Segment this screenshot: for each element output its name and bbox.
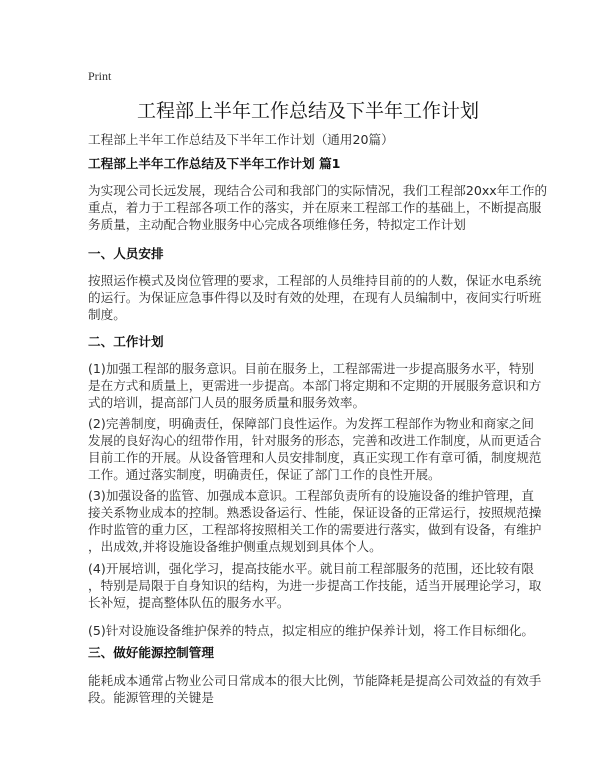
text-line: (5)针对设施设备维护保养的特点，拟定相应的维护保养计划，将工作目标细化。 <box>88 623 535 638</box>
page-title: 工程部上半年工作总结及下半年工作计划 <box>136 100 479 122</box>
intro-paragraph <box>88 182 547 233</box>
section3-paragraph <box>88 672 541 706</box>
text-line: 长补短，提高整体队伍的服务水平。 <box>88 595 290 610</box>
article-heading: 工程部上半年工作总结及下半年工作计划 篇1 <box>88 156 341 171</box>
text-line: (1)加强工程部的服务意识。目前在服务上，工程部需进一步提高服务水平，特别 <box>88 361 535 376</box>
section1-paragraph <box>88 272 541 323</box>
text-line: 接关系物业成本的控制。熟悉设备运行、性能，保证设备的正常运行，按照规范操 <box>88 505 542 520</box>
text-line: 为实现公司长远发展，现结合公司和我部门的实际情况，我们工程部20xx年工作的 <box>88 183 548 198</box>
text-line: 目前工作的开展。从设备管理和人员安排制度，真正实现工作有章可循，制度规范 <box>88 450 542 465</box>
text-line: 制度。 <box>88 307 126 322</box>
text-line: 工作。通过落实制度，明确责任，保证了部门工作的良性开展。 <box>88 467 441 482</box>
section2-item-2 <box>88 415 541 483</box>
section2-heading: 二、工作计划 <box>88 334 164 349</box>
text-line: 务质量，主动配合物业服务中心完成各项维修任务，特拟定工作计划 <box>88 217 466 232</box>
section3-heading: 三、做好能源控制管理 <box>88 645 214 660</box>
section2-item-3 <box>88 487 541 555</box>
text-line: 段。能源管理的关键是 <box>88 690 214 705</box>
text-line: (4)开展培训，强化学习，提高技能水平。就目前工程部服务的范围，还比较有限 <box>88 561 535 576</box>
text-line: ，特别是局限于自身知识的结构，为进一步提高工作技能，适当开展理论学习，取 <box>88 578 542 593</box>
print-link[interactable]: Print <box>88 69 112 83</box>
text-line: 能耗成本通常占物业公司日常成本的很大比例，节能降耗是提高公司效益的有效手 <box>88 673 542 688</box>
text-line: 按照运作模式及岗位管理的要求，工程部的人员维持目前的的人数，保证水电系统 <box>88 273 542 288</box>
section2-item-4 <box>88 560 541 611</box>
subtitle: 工程部上半年工作总结及下半年工作计划（通用20篇） <box>88 132 394 147</box>
text-line: 式的培训，提高部门人员的服务质量和服务效率。 <box>88 395 366 410</box>
text-line: (3)加强设备的监管、加强成本意识。工程部负责所有的设施设备的维护管理，直 <box>88 488 535 503</box>
text-line: (2)完善制度，明确责任，保障部门良性运作。为发挥工程部作为物业和商家之间 <box>88 416 535 431</box>
text-line: 是在方式和质量上，更需进一步提高。本部门将定期和不定期的开展服务意识和方 <box>88 378 542 393</box>
text-line: 的运行。为保证应急事件得以及时有效的处理，在现有人员编制中，夜间实行听班 <box>88 290 542 305</box>
section1-heading: 一、人员安排 <box>88 246 164 261</box>
text-line: 重点，着力于工程部各项工作的落实，并在原来工程部工作的基础上，不断提高服 <box>88 200 542 215</box>
section2-item-5 <box>88 622 534 639</box>
text-line: 发展的良好沟心的纽带作用，针对服务的形态，完善和改进工作制度，从而更适合 <box>88 433 542 448</box>
text-line: ，出成效,并将设施设备维护侧重点规划到具体个人。 <box>88 539 382 554</box>
section2-item-1 <box>88 360 541 411</box>
text-line: 作时监管的重力区，工程部将按照相关工作的需要进行落实，做到有设备，有维护 <box>88 522 542 537</box>
